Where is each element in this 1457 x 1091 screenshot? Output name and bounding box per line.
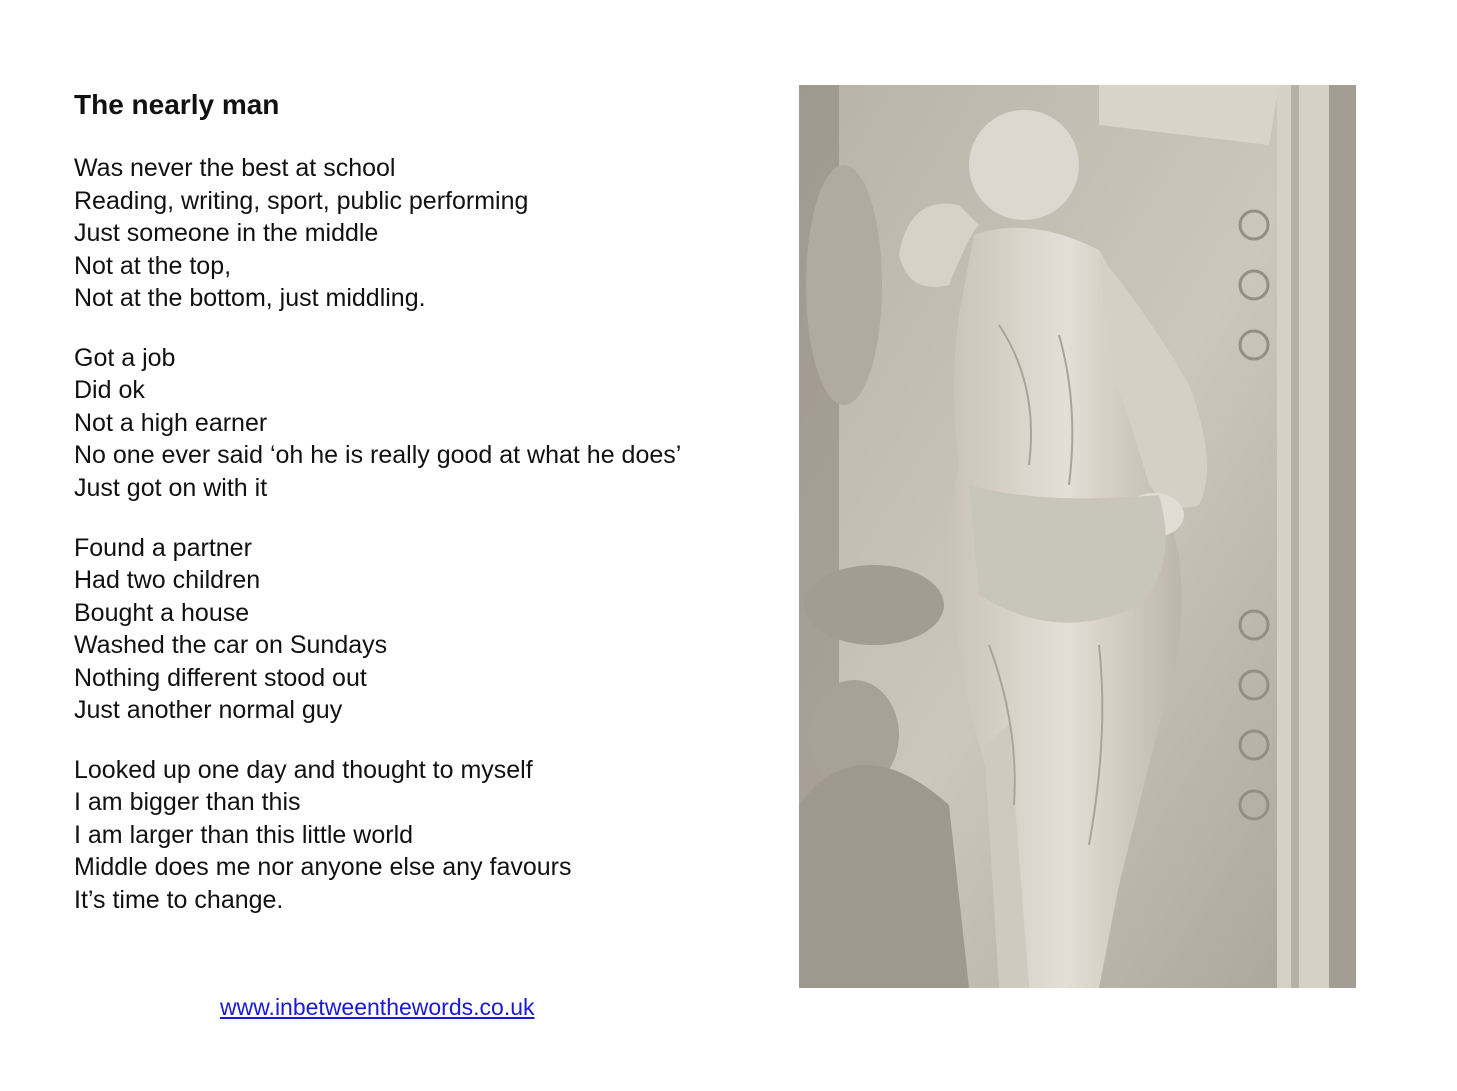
poem-line: I am larger than this little world	[74, 820, 414, 849]
stanza-4	[74, 754, 714, 917]
poem-line: Just someone in the middle	[74, 219, 379, 247]
stanza-1	[74, 152, 714, 315]
poem-line: I am bigger than this	[74, 788, 301, 816]
poem-line: Bought a house	[74, 598, 250, 627]
website-link[interactable]: www.inbetweenthewords.co.uk	[220, 994, 535, 1020]
poem-line: Looked up one day and thought to myself	[74, 755, 533, 784]
poem-line: Was never the best at school	[74, 154, 396, 182]
poem-line: Washed the car on Sundays	[74, 631, 388, 659]
poem-line: Just another normal guy	[74, 696, 343, 724]
poem-line: Just got on with it	[74, 474, 268, 502]
poem-line: Nothing different stood out	[74, 663, 367, 692]
poem-line: Did ok	[74, 376, 145, 404]
poem-line: Got a job	[74, 343, 176, 372]
poem-line: Not at the top,	[74, 251, 232, 280]
poem-line: No one ever said ‘oh he is really good at what he does’	[74, 441, 682, 469]
poem-line: Had two children	[74, 566, 261, 594]
poem-line: Found a partner	[74, 533, 252, 562]
poem-line: Middle does me nor anyone else any favours	[74, 853, 572, 881]
poem-line: Reading, writing, sport, public performing	[74, 186, 529, 215]
stanza-3	[74, 532, 714, 727]
poem	[74, 86, 714, 943]
poem-title: The nearly man	[74, 89, 280, 120]
poem-line: Not at the bottom, just middling.	[74, 284, 426, 312]
poem-line: It’s time to change.	[74, 885, 284, 914]
statue-photo	[799, 85, 1356, 988]
stanza-2	[74, 342, 714, 505]
poem-line: Not a high earner	[74, 408, 268, 437]
